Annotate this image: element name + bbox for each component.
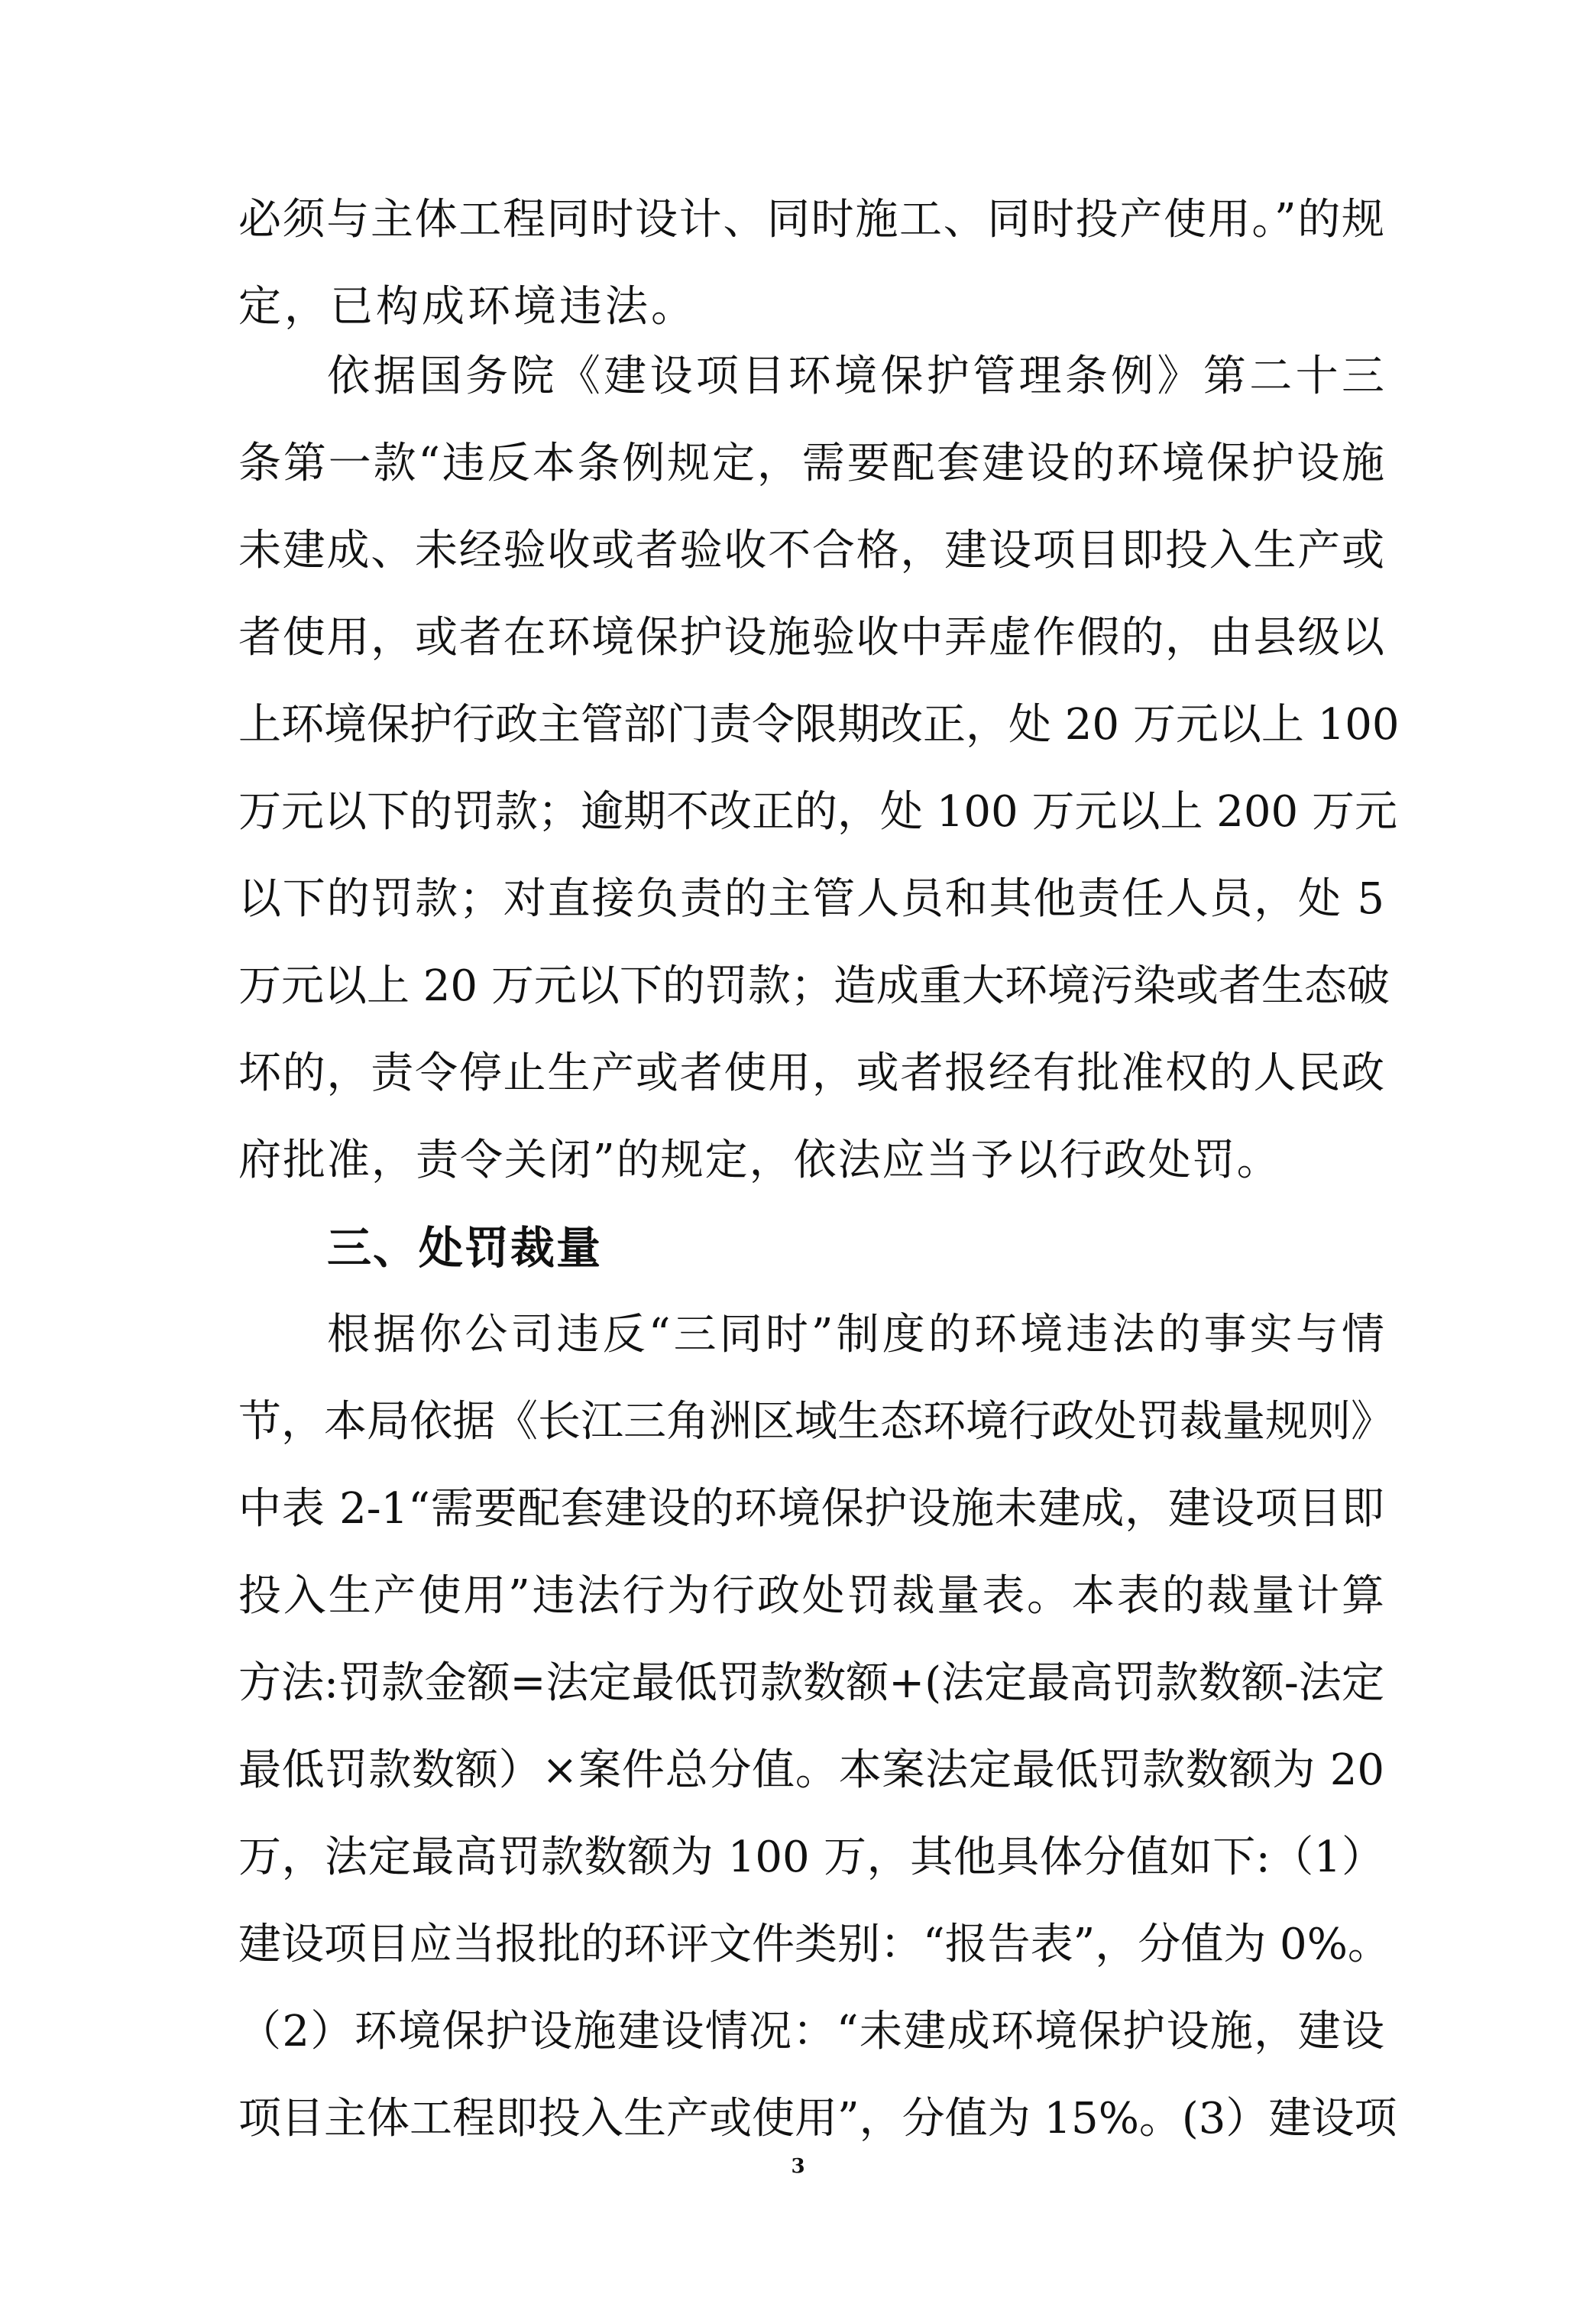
paragraph-line: 定，已构成环境违法。 <box>238 282 697 332</box>
paragraph-line: 万，法定最高罚款数额为 100 万，其他具体分值如下:（1） <box>238 1833 1384 1882</box>
paragraph-line: 万元以下的罚款；逾期不改正的，处 100 万元以上 200 万元 <box>238 787 1397 837</box>
paragraph-line: 府批准，责令关闭”的规定，依法应当予以行政处罚。 <box>238 1136 1281 1185</box>
paragraph-line: 节，本局依据《长江三角洲区域生态环境行政处罚裁量规则》 <box>238 1397 1394 1447</box>
paragraph-line: 者使用，或者在环境保护设施验收中弄虚作假的，由县级以 <box>238 613 1384 663</box>
paragraph-line: 建设项目应当报批的环评文件类别：“报告表”，分值为 0%。 <box>238 1920 1390 1969</box>
paragraph-line: 项目主体工程即投入生产或使用”，分值为 15%。(3）建设项 <box>238 2094 1397 2144</box>
paragraph-line: 未建成、未经验收或者验收不合格，建设项目即投入生产或 <box>238 526 1384 575</box>
paragraph-line: 必须与主体工程同时设计、同时施工、同时投产使用。”的规 <box>238 195 1384 245</box>
paragraph-line: 以下的罚款；对直接负责的主管人员和其他责任人员，处 5 <box>238 874 1384 924</box>
paragraph-line: 中表 2-1“需要配套建设的环境保护设施未建成，建设项目即 <box>238 1484 1384 1534</box>
paragraph-line: 上环境保护行政主管部门责令限期改正，处 20 万元以上 100 <box>238 700 1400 750</box>
paragraph-line: 万元以上 20 万元以下的罚款；造成重大环境污染或者生态破 <box>238 961 1390 1011</box>
page-number: 3 <box>791 2155 805 2178</box>
paragraph-line: 方法:罚款金额=法定最低罚款数额+(法定最高罚款数额-法定 <box>238 1658 1384 1708</box>
paragraph-line: 投入生产使用”违法行为行政处罚裁量表。本表的裁量计算 <box>238 1571 1384 1621</box>
paragraph-line: 根据你公司违反“三同时”制度的环境违法的事实与情 <box>327 1310 1384 1359</box>
paragraph-line: 条第一款“违反本条例规定，需要配套建设的环境保护设施 <box>238 439 1384 488</box>
paragraph-line: 最低罚款数额）×案件总分值。本案法定最低罚款数额为 20 <box>238 1745 1384 1795</box>
section-heading: 三、处罚裁量 <box>327 1222 603 1274</box>
paragraph-line: 依据国务院《建设项目环境保护管理条例》第二十三 <box>327 352 1384 401</box>
paragraph-line: 坏的，责令停止生产或者使用，或者报经有批准权的人民政 <box>238 1048 1384 1098</box>
paragraph-line: （2）环境保护设施建设情况：“未建成环境保护设施，建设 <box>238 2007 1384 2056</box>
